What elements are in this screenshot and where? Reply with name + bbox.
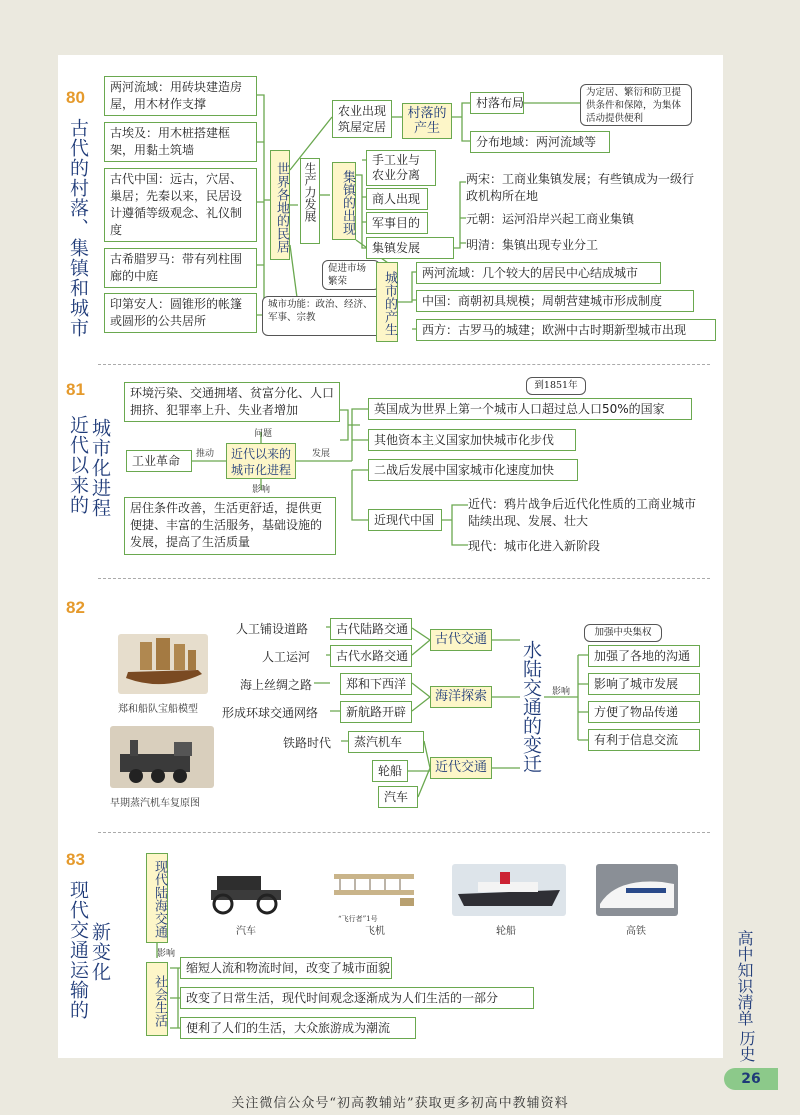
effect-tourism: 便利了人们的生活，大众旅游成为潮流: [180, 1017, 416, 1039]
town-origin: 集镇的出现: [332, 162, 356, 240]
urbanization-problems: 环境污染、交通拥堵、贫富分化、人口拥挤、犯罪率上升、失业者增加: [124, 382, 340, 422]
social-life-box: 社会生活: [146, 962, 168, 1036]
footer-text: 关注微信公众号“初高教辅站”获取更多初高中教辅资料: [231, 1096, 569, 1111]
dwelling-mesopotamia: 两河流域：用砖块建造房屋，用木材作支撑: [104, 76, 257, 116]
effect-daily-life: 改变了日常生活，现代时间观念逐渐成为人们生活的一部分: [180, 987, 534, 1009]
town-item-division: 手工业与农业分离: [366, 150, 436, 186]
item-steamship: 轮船: [372, 760, 408, 782]
village-layout: 村落布局: [470, 92, 524, 114]
caption-car: 汽车: [236, 926, 256, 937]
steam-locomotive-image: [110, 726, 214, 788]
divider-81-82: [98, 578, 710, 579]
town-dev-ming-qing: 明清：集镇出现专业分工: [466, 238, 599, 252]
city-west: 西方：古罗马的城建；欧洲中古时期新型城市出现: [416, 319, 716, 341]
item-zheng-he: 郑和下西洋: [340, 673, 412, 695]
lead-canal: 人工运河: [262, 650, 311, 664]
town-dev-yuan: 元朝：运河沿岸兴起工商业集镇: [466, 212, 635, 226]
urbanization-center: 近代以来的城市化进程: [226, 443, 296, 479]
urbanization-impact: 居住条件改善，生活更舒适，提供更便捷、丰富的生活服务，基础设施的发展，提高了生活质量: [124, 497, 336, 555]
item-steam-locomotive: 蒸汽机车: [348, 731, 424, 753]
world-dwellings: 世界各地的民居: [270, 150, 290, 260]
dwelling-egypt: 古埃及：用木桩搭建框架，用黏土筑墙: [104, 122, 257, 162]
section-title-81-a: 近代以来的: [67, 415, 89, 515]
china-now: 现代：城市化进入新阶段: [468, 539, 601, 553]
caption-steam-locomotive: 早期蒸汽机车复原图: [110, 798, 200, 809]
caption-high-speed-rail: 高铁: [626, 926, 646, 937]
dev-capitalist: 其他资本主义国家加快城市化步伐: [368, 429, 576, 451]
village-distribution: 分布地域：两河流域等: [470, 131, 610, 153]
section-number-80: 80: [66, 88, 85, 107]
group-ancient-transport: 古代交通: [430, 629, 492, 651]
item-ancient-land: 古代陆路交通: [330, 618, 412, 640]
dev-developing: 二战后发展中国家城市化速度加快: [368, 459, 578, 481]
section-title-83-a: 现代交通运输的: [67, 880, 89, 1020]
lead-railway: 铁路时代: [283, 736, 332, 750]
divider-82-83: [98, 832, 710, 833]
section-title-83-b: 新变化: [89, 922, 111, 982]
town-dev-song: 两宋：工商业集镇发展；有些镇成为一级行政机构所在地: [466, 172, 695, 203]
effect-information: 有利于信息交流: [588, 729, 700, 751]
page-number: 26: [724, 1068, 778, 1090]
town-item-military: 军事目的: [366, 212, 428, 234]
effect-delivery: 方便了物品传递: [588, 701, 700, 723]
item-new-routes: 新航路开辟: [340, 701, 412, 723]
group-ocean-exploration: 海洋探索: [430, 686, 492, 708]
lead-road: 人工铺设道路: [236, 622, 309, 636]
item-ancient-water: 古代水路交通: [330, 645, 412, 667]
airplane-image: [330, 864, 420, 914]
village-layout-note: 为定居、繁衍和防卫提供条件和保障，为集体活动提供便利: [580, 84, 692, 126]
lead-global-network: 形成环球交通网络: [222, 706, 319, 720]
effect-city-development: 影响了城市发展: [588, 673, 700, 695]
city-function-note: 城市功能：政治、经济、军事、宗教: [262, 296, 384, 336]
productivity-development: 生产力发展: [300, 158, 320, 244]
group-modern-transport: 近代交通: [430, 757, 492, 779]
centralization-note: 加强中央集权: [584, 624, 662, 642]
dwelling-china: 古代中国：远古，穴居、巢居；先秦以来，民居设计遵循等级观念、礼仪制度: [104, 168, 257, 242]
caption-plane-sub: “飞行者”1号: [338, 915, 378, 923]
agriculture-settlement: 农业出现筑屋定居: [332, 100, 392, 138]
car-image: [205, 864, 287, 916]
transport-changes-title: 水陆交通的变迁: [520, 640, 542, 773]
ship-image: [452, 864, 566, 916]
section-title-81-b: 城市化进程: [89, 418, 111, 518]
city-mesopotamia: 两河流域：几个较大的居民中心结成城市: [416, 262, 661, 284]
high-speed-rail-image: [596, 864, 678, 916]
side-subject: 历史: [737, 1030, 756, 1062]
city-origin: 城市的产生: [376, 262, 398, 342]
dwelling-native-americans: 印第安人：圆锥形的帐篷或圆形的公共居所: [104, 293, 257, 333]
dwelling-greece-rome: 古希腊罗马：带有列柱围廊的中庭: [104, 248, 257, 288]
city-china: 中国：商朝初具规模；周朝营建城市形成制度: [416, 290, 694, 312]
develop-label: 发展: [312, 449, 331, 459]
caption-plane: 飞机: [365, 926, 385, 937]
caption-ship: 轮船: [496, 926, 516, 937]
section-number-81: 81: [66, 380, 85, 399]
effect-shorten-time: 缩短人流和物流时间，改变了城市面貌: [180, 957, 392, 979]
modern-transport-box: 现代陆海交通: [146, 853, 168, 943]
dev-britain: 英国成为世界上第一个城市人口超过总人口50%的国家: [368, 398, 692, 420]
year-1851-note: 到1851年: [526, 377, 586, 395]
side-title: 高中知识清单: [735, 930, 754, 1026]
section-number-83: 83: [66, 850, 85, 869]
drive-label: 推动: [196, 449, 215, 459]
town-item-development: 集镇发展: [366, 237, 454, 259]
caption-treasure-ship: 郑和船队宝船模型: [118, 704, 198, 715]
impact-label-83: 影响: [157, 949, 176, 959]
lead-silk-road: 海上丝绸之路: [240, 678, 313, 692]
industrial-revolution: 工业革命: [126, 450, 192, 472]
section-title-80: 古代的村落、集镇和城市: [67, 118, 89, 338]
market-prosperity-note: 促进市场繁荣: [322, 260, 380, 290]
impact-label-81: 影响: [252, 485, 271, 495]
village-origin: 村落的产生: [402, 103, 452, 139]
town-item-merchants: 商人出现: [366, 188, 428, 210]
effect-communication: 加强了各地的沟通: [588, 645, 700, 667]
dev-china: 近现代中国: [368, 509, 442, 531]
divider-80-81: [98, 364, 710, 365]
section-number-82: 82: [66, 598, 85, 617]
impact-label-82: 影响: [552, 687, 571, 697]
problem-label: 问题: [254, 429, 273, 439]
treasure-ship-image: [118, 634, 208, 694]
china-modern: 近代：鸦片战争后近代化性质的工商业城市陆续出现、发展、壮大: [468, 497, 697, 528]
item-automobile: 汽车: [378, 786, 418, 808]
